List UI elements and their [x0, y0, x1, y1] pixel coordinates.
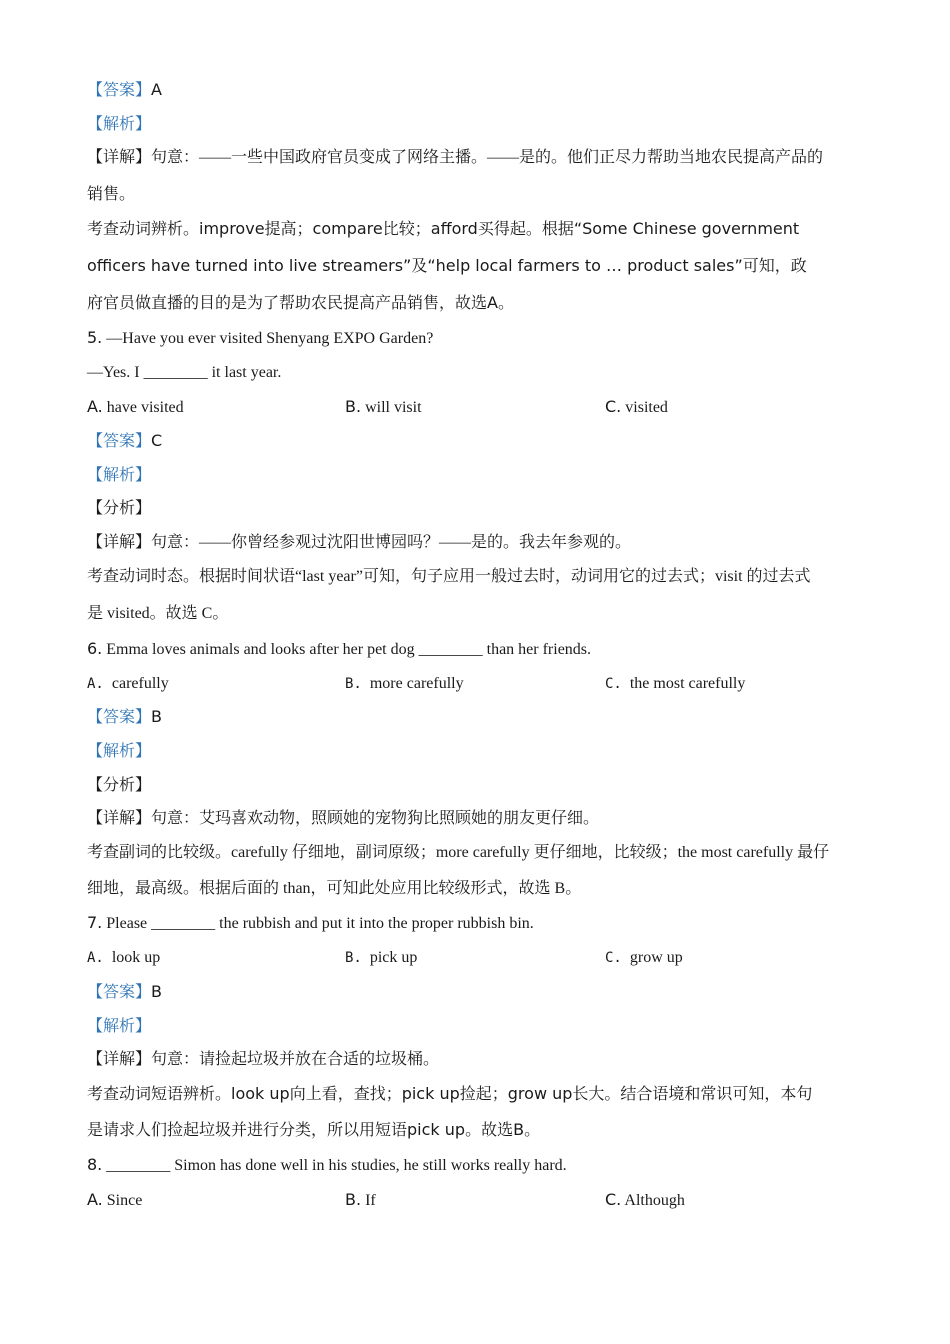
- exp-term: grow up: [507, 1084, 573, 1103]
- option-label: B.: [345, 1190, 362, 1209]
- explanation-line-1: 考查动词时态。根据时间状语“last year”可知，句子应用一般过去时，动词用它的过去式；visit 的过去式: [87, 568, 811, 585]
- option-b: [345, 1189, 376, 1212]
- exp-quote: “Some Chinese government: [573, 219, 800, 238]
- exp-term: look up: [231, 1084, 290, 1103]
- analysis-tag: 【解析】: [87, 467, 152, 484]
- exp-text: 提高；: [264, 221, 313, 238]
- exp-quote: “help local farmers to … product sales”: [427, 256, 743, 275]
- explanation-line-1: [87, 1083, 812, 1106]
- option-label: B.: [345, 676, 362, 692]
- exp-text: 。: [524, 1122, 541, 1139]
- option-label: A.: [87, 950, 104, 966]
- option-text: have visited: [106, 399, 184, 416]
- answer-value: A: [151, 80, 162, 99]
- detail-line: [87, 147, 823, 169]
- detail-tag: 【详解】: [87, 149, 152, 166]
- option-text: carefully: [111, 675, 169, 692]
- option-text: Since: [106, 1192, 143, 1209]
- question-number: 6.: [87, 639, 103, 658]
- option-a: [87, 673, 169, 695]
- option-c: [605, 947, 683, 969]
- exp-text: 及: [411, 258, 428, 275]
- detail-text: 句意：——一些中国政府官员变成了网络主播。——是的。他们正尽力帮助当地农民提高产品的: [151, 149, 824, 166]
- question-text: ________ Simon has done well in his studies, he still works really hard.: [106, 1157, 567, 1174]
- exp-term: compare: [312, 219, 383, 238]
- option-text: visited: [625, 399, 668, 416]
- option-text: grow up: [629, 949, 683, 966]
- option-text: will visit: [365, 399, 422, 416]
- exp-text: 考查动词辨析。: [87, 221, 200, 238]
- exp-term: pick up: [407, 1120, 466, 1139]
- exp-term: pick up: [401, 1084, 460, 1103]
- option-label: B.: [345, 950, 362, 966]
- option-text: look up: [111, 949, 161, 966]
- option-label: A.: [87, 676, 104, 692]
- option-c: [605, 673, 745, 695]
- exp-text: 。故选: [465, 1122, 514, 1139]
- option-text: pick up: [369, 949, 418, 966]
- question-text: Please ________ the rubbish and put it into the proper rubbish bin.: [106, 915, 534, 932]
- detail-text: 句意：请捡起垃圾并放在合适的垃圾桶。: [151, 1051, 440, 1068]
- exp-text: 买得起。根据: [477, 221, 574, 238]
- answer-value: C: [151, 431, 163, 450]
- analysis-tag: 【解析】: [87, 1018, 152, 1035]
- answer-tag: 【答案】: [87, 433, 152, 450]
- option-label: A.: [87, 1190, 103, 1209]
- exp-text: 捡起；: [459, 1086, 508, 1103]
- question-number: 8.: [87, 1155, 103, 1174]
- question-text: —Have you ever visited Shenyang EXPO Garden?: [106, 330, 434, 347]
- exp-text: 府官员做直播的目的是为了帮助农民提高产品销售，故选: [87, 295, 488, 312]
- option-text: more carefully: [369, 675, 464, 692]
- answer-line: [87, 430, 162, 453]
- detail-line: [87, 1049, 439, 1071]
- answer-line: [87, 981, 162, 1004]
- fenxi-tag: 【分析】: [87, 777, 152, 794]
- answer-tag: 【答案】: [87, 82, 152, 99]
- exp-text: 考查动词短语辨析。: [87, 1086, 232, 1103]
- option-b: [345, 396, 422, 419]
- exp-text: 长大。结合语境和常识可知，本句: [572, 1086, 813, 1103]
- question-number: 7.: [87, 913, 103, 932]
- explanation-line-1: 考查副词的比较级。carefully 仔细地，副词原级；more carefully 更仔细地，比较级；the most carefully 最仔: [87, 844, 830, 861]
- option-label: A.: [87, 397, 103, 416]
- option-label: C.: [605, 676, 622, 692]
- answer-line: [87, 706, 162, 729]
- question-text: Emma loves animals and looks after her pet dog ________ than her friends.: [106, 641, 592, 658]
- option-a: [87, 1189, 142, 1212]
- detail-text: 句意：——你曾经参观过沈阳世博园吗？——是的。我去年参观的。: [151, 534, 632, 551]
- option-b: [345, 673, 464, 695]
- answer-line: [87, 79, 162, 102]
- explanation-line-2: 细地，最高级。根据后面的 than，可知此处应用比较级形式，故选 B。: [87, 880, 582, 897]
- detail-tag: 【详解】: [87, 534, 152, 551]
- exp-text: 。: [497, 295, 514, 312]
- option-label: C.: [605, 1190, 622, 1209]
- explanation-line-1: [87, 218, 799, 241]
- question-6: [87, 638, 591, 661]
- analysis-tag: 【解析】: [87, 743, 152, 760]
- exp-term: A: [487, 293, 498, 312]
- exp-text: 可知，政: [742, 258, 807, 275]
- question-7: [87, 912, 534, 935]
- detail-line: [87, 532, 631, 554]
- option-text: Although: [624, 1192, 685, 1209]
- exp-text: 比较；: [382, 221, 431, 238]
- detail-tag: 【详解】: [87, 1051, 152, 1068]
- detail-tag: 【详解】: [87, 810, 152, 827]
- option-text: the most carefully: [629, 675, 746, 692]
- question-5: [87, 327, 433, 350]
- exp-term: B: [513, 1120, 525, 1139]
- answer-value: B: [151, 982, 162, 1001]
- detail-line: [87, 808, 599, 830]
- option-a: [87, 396, 184, 419]
- option-b: [345, 947, 417, 969]
- explanation-line-2: 是 visited。故选 C。: [87, 605, 229, 622]
- option-c: [605, 1189, 685, 1212]
- answer-value: B: [151, 707, 162, 726]
- answer-tag: 【答案】: [87, 984, 152, 1001]
- exp-text: 是请求人们捡起垃圾并进行分类，所以用短语: [87, 1122, 408, 1139]
- explanation-line-3: [87, 292, 514, 315]
- option-c: [605, 396, 668, 419]
- detail-text: 句意：艾玛喜欢动物，照顾她的宠物狗比照顾她的朋友更仔细。: [151, 810, 600, 827]
- question-text-cont: —Yes. I ________ it last year.: [87, 364, 282, 381]
- option-label: C.: [605, 950, 622, 966]
- question-number: 5.: [87, 328, 103, 347]
- detail-text-cont: 销售。: [87, 186, 136, 203]
- explanation-line-2: [87, 1119, 540, 1142]
- answer-tag: 【答案】: [87, 709, 152, 726]
- explanation-line-2: [87, 255, 807, 278]
- option-label: C.: [605, 397, 622, 416]
- exp-quote: officers have turned into live streamers”: [87, 256, 412, 275]
- exp-term: improve: [199, 219, 265, 238]
- option-a: [87, 947, 160, 969]
- analysis-tag: 【解析】: [87, 116, 152, 133]
- option-text: If: [365, 1192, 376, 1209]
- option-label: B.: [345, 397, 362, 416]
- exp-term: afford: [430, 219, 478, 238]
- fenxi-tag: 【分析】: [87, 500, 152, 517]
- question-8: [87, 1154, 567, 1177]
- exp-text: 向上看，查找；: [289, 1086, 402, 1103]
